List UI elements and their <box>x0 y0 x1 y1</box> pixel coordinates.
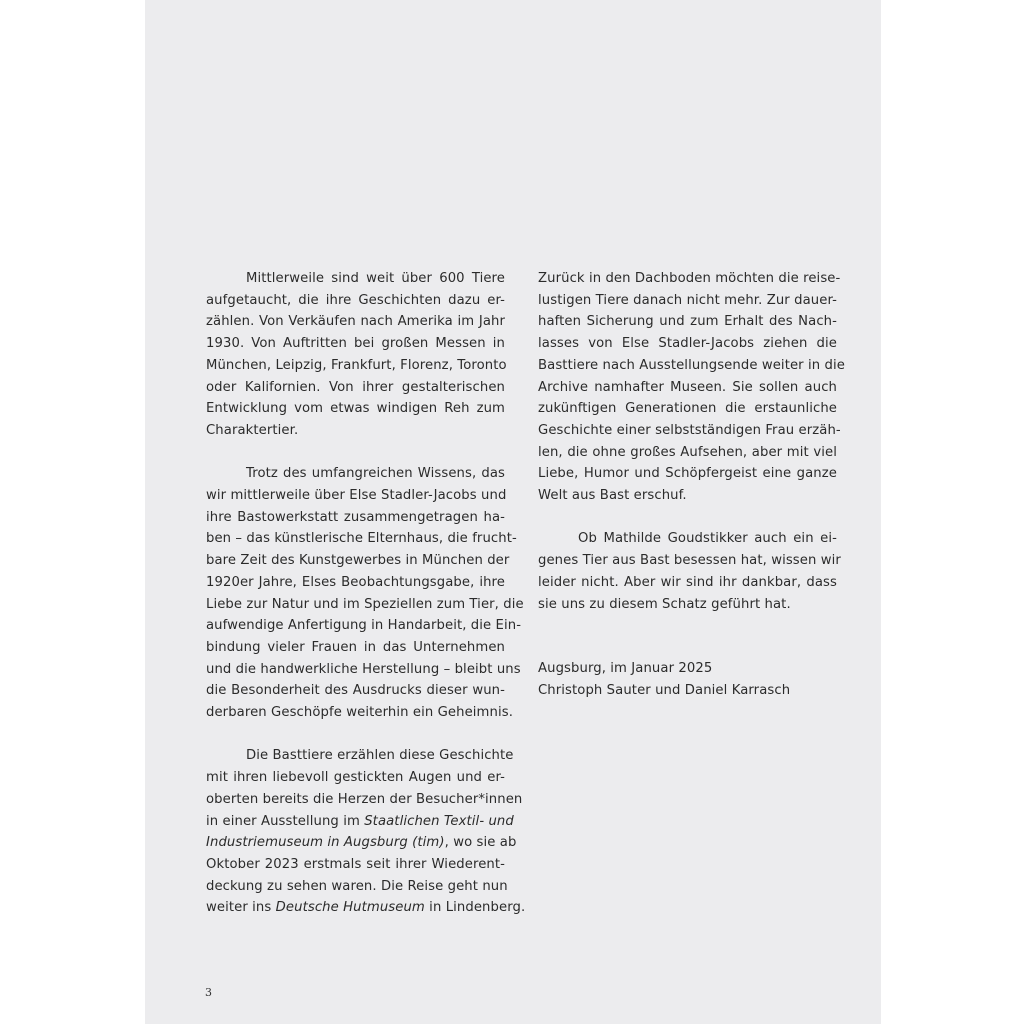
text-run: in einer Ausstellung im <box>206 813 365 829</box>
text-line: ihre Bastowerkstatt zusammengetragen ha- <box>206 509 505 525</box>
text-line: aufwendige Anfertigung in Handarbeit, die Ein- <box>206 618 522 634</box>
text-line: lasses von Else Stadler-Jacobs ziehen die <box>538 336 837 352</box>
text-line: Basttiere nach Ausstellungsende weiter in die <box>538 357 845 373</box>
text-run: in Lindenberg. <box>424 900 526 916</box>
signature-block <box>538 658 837 701</box>
text-line: lustigen Tiere danach nicht mehr. Zur dauer- <box>538 292 837 308</box>
text-line <box>206 832 517 854</box>
text-line: Mittlerweile sind weit über 600 Tiere <box>246 271 505 286</box>
paragraph-1 <box>206 268 505 442</box>
text-line: sie uns zu diesem Schatz geführt hat. <box>538 596 791 612</box>
text-line: Ob Mathilde Goudstikker auch ein ei- <box>578 531 837 547</box>
text-line: Entwicklung vom etwas windigen Reh zum <box>206 401 505 417</box>
museum-name-italic: Industriemuseum in Augsburg (tim) <box>206 835 445 851</box>
text-line <box>206 897 526 919</box>
text-line: oder Kalifornien. Von ihrer gestalterischen <box>206 379 505 395</box>
text-line: wir mittlerweile über Else Stadler-Jacobs und <box>206 488 507 504</box>
text-line: bindung vieler Frauen in das Unternehmen <box>206 639 505 655</box>
text-line: derbaren Geschöpfe weiterhin ein Geheimnis. <box>206 705 513 721</box>
authors: Christoph Sauter und Daniel Karrasch <box>538 682 791 698</box>
text-line: 1920er Jahre, Elses Beobachtungsgabe, ihre <box>206 574 505 590</box>
text-line: Trotz des umfangreichen Wissens, das <box>246 466 505 482</box>
text-line: Geschichte einer selbstständigen Frau erzäh- <box>538 422 841 438</box>
paragraph-2 <box>206 463 524 723</box>
text-run: , wo sie ab <box>444 835 517 851</box>
text-line: Oktober 2023 erstmals seit ihrer Wiederent- <box>206 856 505 872</box>
paragraph-5 <box>538 528 841 615</box>
place-date: Augsburg, im Januar 2025 <box>538 661 713 677</box>
paragraph-3 <box>206 745 526 919</box>
text-line: ben – das künstlerische Elternhaus, die frucht- <box>206 531 517 547</box>
text-line: Zurück in den Dachboden möchten die reise- <box>538 271 841 286</box>
paragraph-4 <box>538 268 845 507</box>
book-page <box>145 0 881 1024</box>
text-line: zukünftigen Generationen die erstaunliche <box>538 401 837 417</box>
text-line: Archive namhafter Museen. Sie sollen auch <box>538 379 837 395</box>
text-line: genes Tier aus Bast besessen hat, wissen wir <box>538 553 841 569</box>
page-number: 3 <box>205 986 212 999</box>
right-text-column <box>538 268 845 702</box>
text-line: haften Sicherung und zum Erhalt des Nach- <box>538 314 837 330</box>
left-text-column <box>206 268 526 941</box>
museum-name-italic: Deutsche Hutmuseum <box>275 900 425 916</box>
text-line: mit ihren liebevoll gestickten Augen und er- <box>206 770 505 786</box>
text-line: leider nicht. Aber wir sind ihr dankbar, dass <box>538 574 837 590</box>
text-line: Liebe, Humor und Schöpfergeist eine ganze <box>538 466 837 482</box>
text-line: zählen. Von Verkäufen nach Amerika im Jahr <box>206 314 505 330</box>
text-run: weiter ins <box>206 900 276 916</box>
text-line: die Besonderheit des Ausdrucks dieser wun- <box>206 683 505 699</box>
text-line: und die handwerkliche Herstellung – bleibt uns <box>206 661 521 677</box>
text-line: 1930. Von Auftritten bei großen Messen in <box>206 336 505 352</box>
text-line: bare Zeit des Kunstgewerbes in München der <box>206 553 510 569</box>
text-line: len, die ohne großes Aufsehen, aber mit viel <box>538 444 837 460</box>
text-line: München, Leipzig, Frankfurt, Florenz, Toronto <box>206 357 507 373</box>
text-line <box>206 811 514 833</box>
text-line: Liebe zur Natur und im Speziellen zum Tier, die <box>206 596 524 612</box>
text-line: Die Basttiere erzählen diese Geschichte <box>246 748 514 764</box>
text-line: Charaktertier. <box>206 422 299 438</box>
text-line: aufgetaucht, die ihre Geschichten dazu er- <box>206 292 505 308</box>
museum-name-italic: Staatlichen Textil- und <box>364 813 514 829</box>
text-line: Welt aus Bast erschuf. <box>538 488 687 504</box>
text-line: deckung zu sehen waren. Die Reise geht nun <box>206 878 508 894</box>
text-line: oberten bereits die Herzen der Besucher*innen <box>206 791 523 807</box>
